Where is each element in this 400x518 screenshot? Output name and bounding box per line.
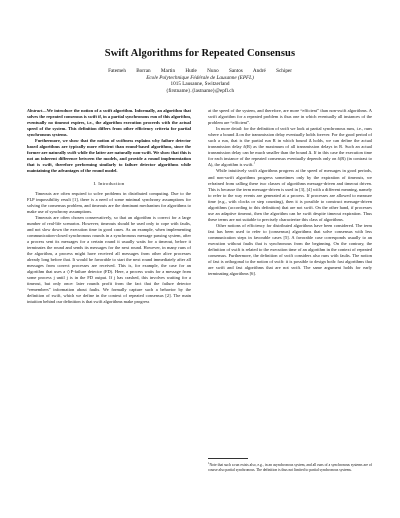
right-paragraph-1: at the speed of the system, and therefore, are more “efficient” than non-swift algorithms. A swift algorithm for a repeated problem is thus one in which eventually all instances of the problem are “efficient”. xyxy=(208,108,372,126)
address: 1015 Lausanne, Switzerland xyxy=(170,81,230,88)
right-column xyxy=(208,108,372,277)
footnote-number: 1 xyxy=(208,461,210,465)
affiliation: Ecole Polytechnique Fédérale de Lausanne (EPFL) xyxy=(146,74,254,81)
email: {firstname}.{lastname}@epfl.ch xyxy=(165,87,235,94)
right-paragraph-2 xyxy=(208,126,372,168)
abstract xyxy=(27,108,191,138)
intro-paragraph-2: Timeouts are often chosen conservatively, so that an algorithm is correct for a large number of real-life scenarios. However, timeouts should be used only to cope with faults, and not slow down the execution time in good cases. As an example, when implementing communication-closed synchronous rounds in a synchronous message passing system, after a process sent its messages for a certain round it usually waits for a timeout, before it terminates the round and sends its messages for the next round. However, in many runs of the algorithm, a process might have received all messages from other alive processes already long before that. It would be favorable to start the next round immediately after all messages from correct processes are received. This is, for example, the case for an algorithm that uses a ◇P-failure detector (FD). Here, a process waits for a message from some process j until j is in the FD output. If j has crashed, this involves waiting for a timeout, but only once: later rounds profit from the fact that the failure detector “remembers” information about faults. We formally capture such a behavior by the definition of swift, which we define in the context of repeated consensus [2]. The main intuition behind our definition is that swift algorithms make progress xyxy=(27,214,191,305)
footnote-divider xyxy=(208,458,248,459)
right-paragraph-3: While intuitively swift algorithms progress at the speed of messages in good periods, and non-swift algorithms progress sometimes only by the expiration of timeouts, we refrained from calling these two classes of algorithms message-driven and timeout driven. This is because the term message-driven is used in [3], [4] with a different meaning, namely to refer to the way events are generated at a process. If processes are allowed to measure time (e.g., with clocks or step counting), then it is possible to construct message-driven algorithms (according to this definition) that are not swift. On the other hand, if processes use an adaptive timeout, then the algorithm can be swift despite timeout expiration. Thus these terms are not suitable to precisely characterize this class of algorithms. xyxy=(208,168,372,222)
abstract-text: —We introduce the notion of a swift algorithm. Informally, an algorithm that solves the repeated consensus is swift if, in a partial synchronous run of this algorithm, eventually no timeout expires, i.e., the algorithm execution proceeds with the actual speed of the system. This definition differs from other efficiency criteria for partial synchronous systems. xyxy=(27,108,191,138)
right-paragraph-4: Other notions of efficiency for distributed algorithms have been considered. The term fast has been used to refer to (consensus) algorithms that solve consensus with less communication steps in favorable cases [5]. A favorable case corresponds usually to an execution without faults that is synchronous from the beginning. On the contrary, the definition of swift is related to the execution time of an algorithm in the context of repeated consensus. Furthermore, the definition of swift considers also runs with faults. The notion of fast is orthogonal to the notion of swift: it is possible to design both: fast algorithms that are swift and fast algorithms that are not swift. The same argument holds for early terminating algorithms [6]. xyxy=(208,222,372,277)
abstract-paragraph-2: Furthermore, we show that the notion of swiftness explains why failure detector based algorithms are typically more efficient than round-based algorithms, since the former are naturally swift while the latter are naturally non-swift. We show that this is not an inherent difference between the models, and provide a round implementation that is swift, therefore performing similarly to failure detector algorithms while maintaining the advantages of the round model. xyxy=(27,138,191,174)
left-column xyxy=(27,108,191,305)
intro-paragraph-1: Timeouts are often required to solve problems in distributed computing. Due to the FLP impossibility result [1], there is a need of some minimal synchrony assumptions for solving the consensus problem, and timeouts are the dominant mechanism for algorithms to make use of synchrony assumptions. xyxy=(27,190,191,214)
footnote-text: Note that such a run exists also, e.g., in an asynchronous system, and all runs of a synchronous systems are of course also partial synchronous. The definition is thus not limited to partial synchronous systems. xyxy=(208,463,372,473)
author-names: Fatemeh Borran Martin Hutle Nuno Santos André Schiper xyxy=(108,68,292,74)
section-title-introduction: I. Introduction xyxy=(93,180,125,186)
paper-title: Swift Algorithms for Repeated Consensus xyxy=(104,48,296,59)
footnote-marker: 1 xyxy=(253,160,255,165)
right-paragraph-2-text: In more detail: for the definition of swift we look at partial synchronous runs, i.e., runs where a bound Δ on the transmission delay eventually holds forever. For the good period of such a run, that is the partial run R in which bound Δ holds, we can define the actual transmission delay δ(R) as the maximum of all transmission delays in R. Such an actual transmission delay can be much smaller than the bound Δ. If in this case the execution time for each instance of the repeated consensus eventually depends only on δ(R) (in contrast to Δ), the algorithm is swift. xyxy=(208,126,372,168)
abstract-label: Abstract xyxy=(27,108,43,113)
author-block xyxy=(0,68,400,94)
footnote xyxy=(208,461,372,473)
